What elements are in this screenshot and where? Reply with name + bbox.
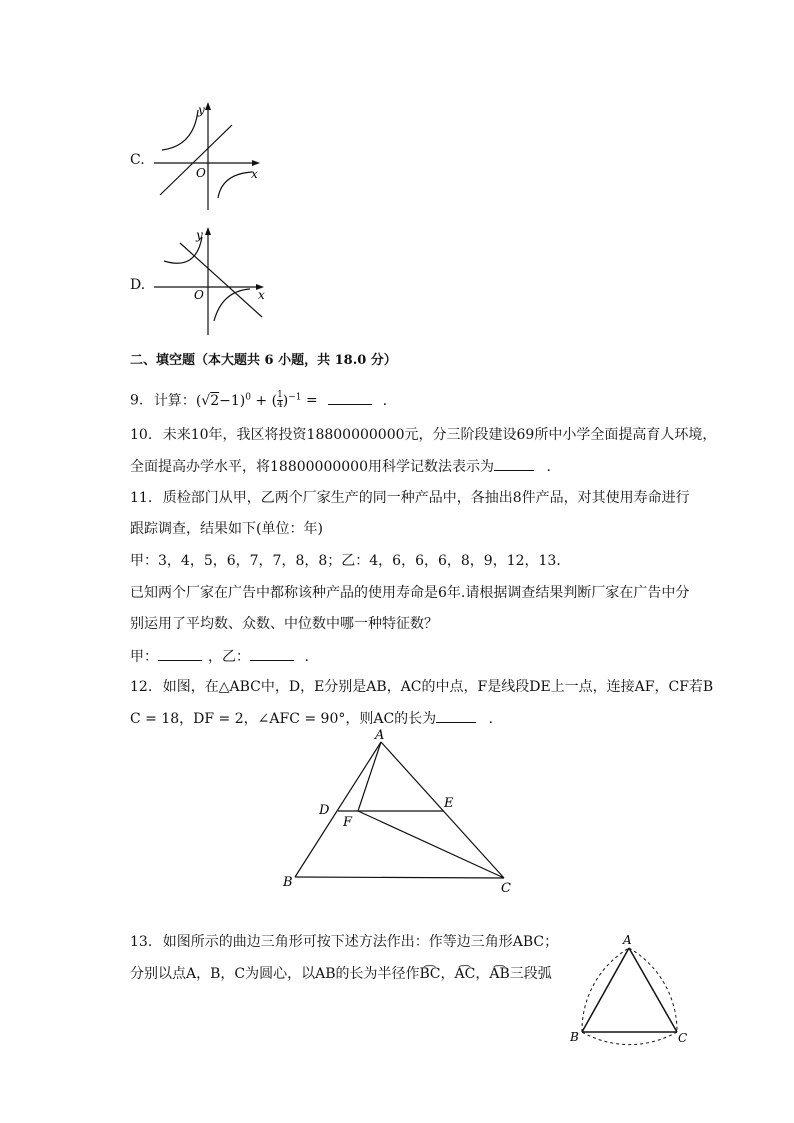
option-d-graph [150, 225, 280, 340]
q9-suffix: = [301, 392, 318, 409]
question-13-line1 [130, 932, 558, 952]
option-d-x-label: x [258, 288, 265, 302]
q10-text-1: 未来10年，我区将投资18800000000元，分三阶段建设69所中小学全面提高育人环境， [162, 427, 717, 443]
question-9 [130, 387, 387, 411]
q12-label-d: D [319, 803, 330, 818]
section-heading: 二、填空题（本大题共 6 小题，共 18.0 分） [130, 353, 397, 368]
q12-text-1: 如图，在△ABC中，D，E分别是AB，AC的中点，F是线段DE上一点，连接AF，CF若B [162, 679, 714, 695]
q11-ans-sep: ，乙： [208, 649, 250, 665]
q12-end: . [488, 711, 494, 727]
question-11-line1 [130, 488, 690, 508]
q12-triangle-figure [275, 728, 535, 898]
q10-text-2: 全面提高办学水平，将18800000000用科学记数法表示为 [130, 459, 494, 475]
q11-text-1: 质检部门从甲，乙两个厂家生产的同一种产品中，各抽出8件产品，对其使用寿命进行 [162, 490, 690, 506]
q9-end: . [382, 392, 388, 409]
q13-curved-triangle-figure [565, 930, 705, 1060]
q12-label-a: A [375, 728, 385, 743]
q11-answer-b-blank[interactable] [250, 646, 294, 661]
q10-end: . [546, 459, 551, 475]
option-c-x-label: x [251, 167, 258, 181]
option-d-origin-label: O [194, 288, 204, 302]
question-10-line2 [130, 456, 551, 477]
q12-answer-blank[interactable] [436, 708, 476, 723]
q11-text-4: 已知两个厂家在广告中都称该种产品的使用寿命是6年.请根据调查结果判断厂家在广告中分 [130, 585, 690, 601]
q9-answer-blank[interactable] [328, 390, 372, 405]
q9-expression: $(√2-1)^0$ + ( $\frac{1}{4}$ )$^{-1}$ [195, 390, 302, 411]
question-10-line1 [130, 425, 716, 445]
q11-text-5: 别运用了平均数、众数、中位数中哪一种特征数？ [130, 616, 438, 632]
q12-label-c: C [501, 881, 511, 896]
question-12-line1 [130, 677, 713, 697]
option-d-y-label: y [196, 228, 203, 242]
q11-end: . [304, 649, 309, 665]
q13-text-2: 分别以点A，B，C为圆心，以AB的长为半径作B͡C，A͡C，A͡B三段弧 [130, 966, 552, 982]
q9-number: 9. [130, 392, 144, 409]
option-c-label: C. [130, 152, 145, 168]
q12-label-b: B [283, 875, 293, 890]
q12-label-f: F [343, 815, 353, 830]
q13-label-a: A [623, 933, 632, 947]
q11-text-2: 跟踪调查，结果如下(单位：年) [130, 521, 323, 537]
q12-label-e: E [444, 796, 454, 811]
question-11-answers [130, 646, 309, 667]
q13-number: 13. [130, 934, 153, 950]
q13-text-1: 如图所示的曲边三角形可按下述方法作出：作等边三角形ABC； [162, 934, 559, 950]
option-c-y-label: y [198, 103, 205, 117]
q11-number: 11. [130, 490, 153, 506]
q12-text-2: C = 18，DF = 2，∠AFC = 90°，则AC的长为 [130, 711, 437, 727]
option-c-origin-label: O [196, 166, 206, 180]
option-d-label: D. [130, 277, 146, 293]
q11-answer-a-blank[interactable] [158, 646, 202, 661]
q13-label-c: C [678, 1031, 688, 1045]
q10-answer-blank[interactable] [494, 456, 534, 471]
q12-number: 12. [130, 679, 153, 695]
q10-number: 10. [130, 427, 153, 443]
q9-prefix: 计算： [153, 392, 196, 409]
question-12-line2 [130, 708, 493, 729]
q11-ans-a-label: 甲： [130, 649, 158, 665]
q11-text-3: 甲：3，4，5，6，7，7，8，8；乙：4，6，6，6，8，9，12，13． [130, 553, 571, 569]
option-c-graph [150, 100, 280, 215]
q13-label-b: B [570, 1030, 579, 1044]
